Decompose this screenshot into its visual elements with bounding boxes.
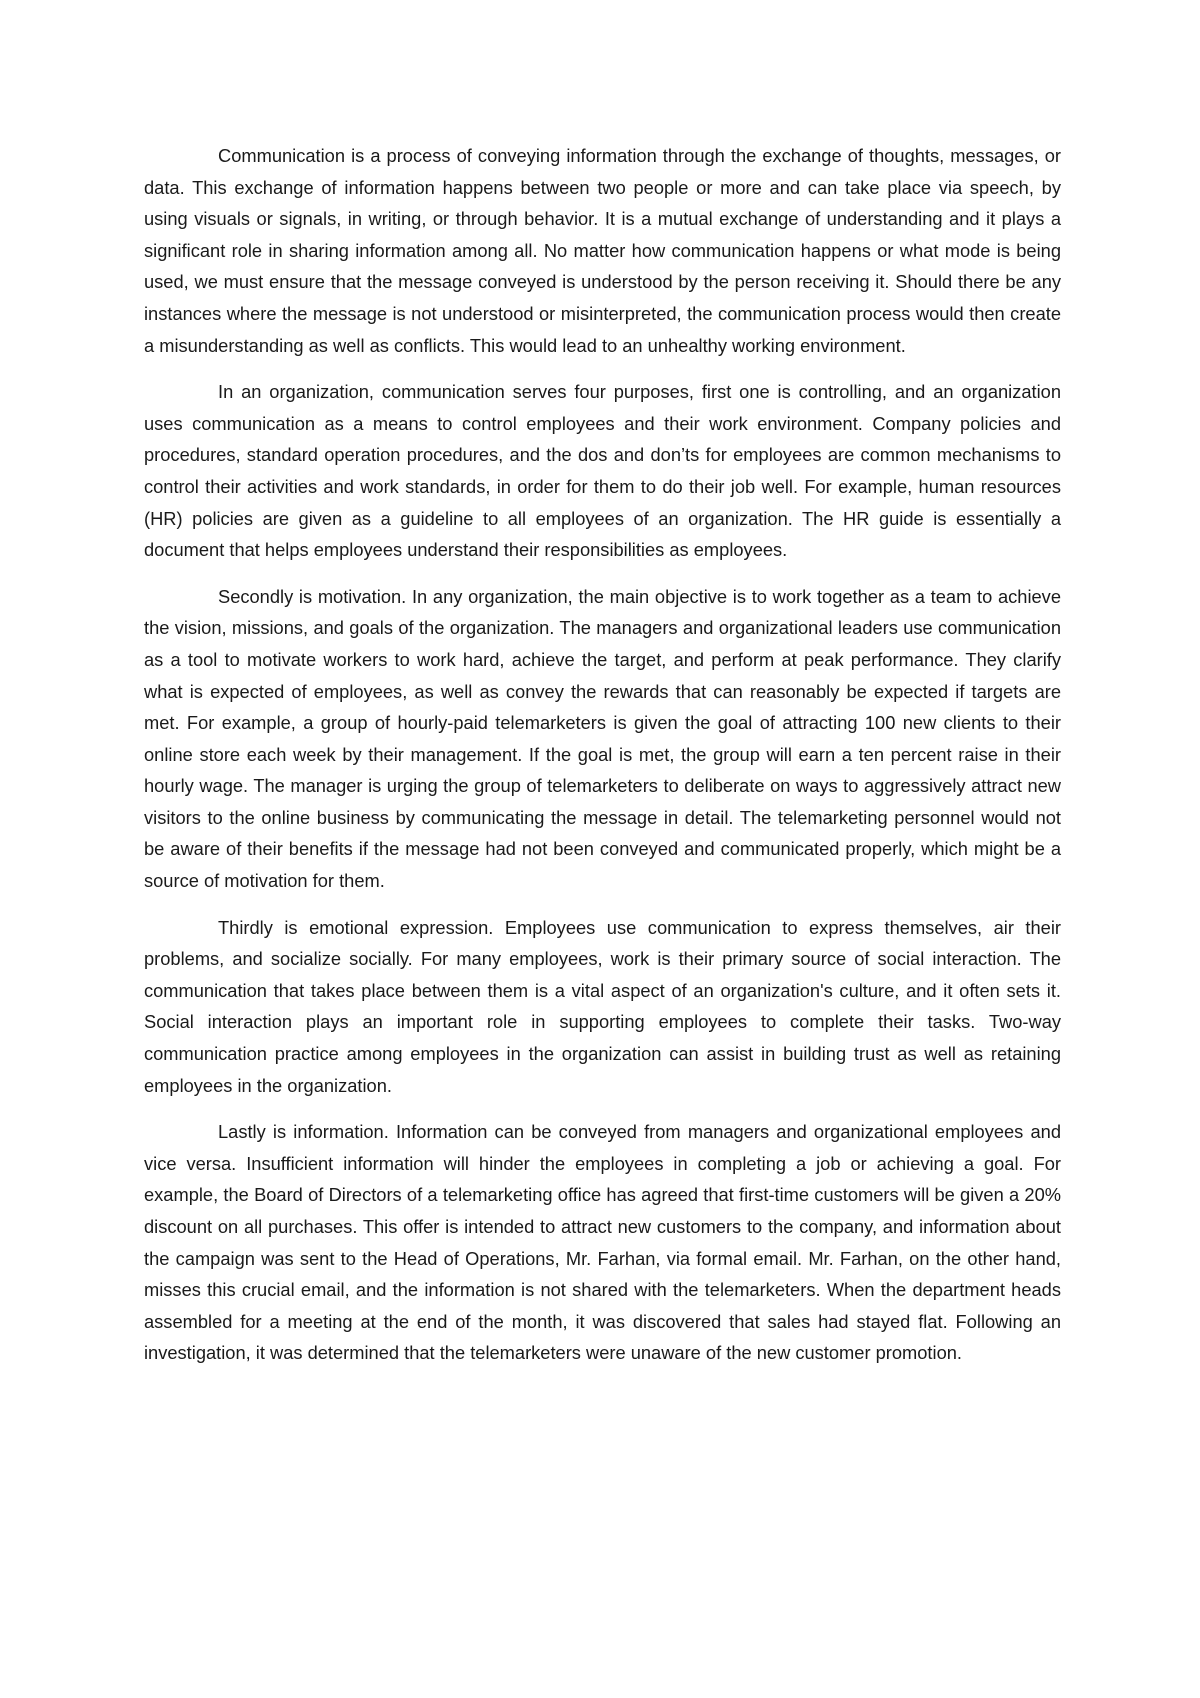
- paragraph-emotional-expression: Thirdly is emotional expression. Employees use communication to express themselves, air their problems, and socialize socially. For many employees, work is their primary source of social interaction. The communication that takes place between them is a vital aspect of an organization's culture, and it often sets it. Social interaction plays an important role in supporting employees to complete their tasks. Two-way communication practice among employees in the organization can assist in building trust as well as retaining employees in the organization.: [144, 916, 1061, 1096]
- document-page: [144, 140, 1061, 1384]
- paragraph-controlling: In an organization, communication serves four purposes, first one is controlling, and an organization uses communication as a means to control employees and their work environment. Company policies and procedures, standard operation procedures, and the dos and don’ts for employees are common mechanisms to control their activities and work standards, in order for them to do their job well. For example, human resources (HR) policies are given as a guideline to all employees of an organization. The HR guide is essentially a document that helps employees understand their responsibilities as employees.: [144, 381, 1061, 561]
- paragraph-motivation: Secondly is motivation. In any organization, the main objective is to work together as a team to achieve the vision, missions, and goals of the organization. The managers and organizational leaders use communication as a tool to motivate workers to work hard, achieve the target, and perform at peak performance. They clarify what is expected of employees, as well as convey the rewards that can reasonably be expected if targets are met. For example, a group of hourly-paid telemarketers is given the goal of attracting 100 new clients to their online store each week by their management. If the goal is met, the group will earn a ten percent raise in their hourly wage. The manager is urging the group of telemarketers to deliberate on ways to aggressively attract new visitors to the online business by communicating the message in detail. The telemarketing personnel would not be aware of their benefits if the message had not been conveyed and communicated properly, which might be a source of motivation for them.: [144, 585, 1061, 892]
- paragraph-definition: Communication is a process of conveying information through the exchange of thoughts, messages, or data. This exchange of information happens between two people or more and can take place via speech, by using visuals or signals, in writing, or through behavior. It is a mutual exchange of understanding and it plays a significant role in sharing information among all. No matter how communication happens or what mode is being used, we must ensure that the message conveyed is understood by the person receiving it. Should there be any instances where the message is not understood or misinterpreted, the communication process would then create a misunderstanding as well as conflicts. This would lead to an unhealthy working environment.: [144, 145, 1061, 356]
- paragraph-information: Lastly is information. Information can be conveyed from managers and organizational employees and vice versa. Insufficient information will hinder the employees in completing a job or achieving a goal. For example, the Board of Directors of a telemarketing office has agreed that first-time customers will be given a 20% discount on all purchases. This offer is intended to attract new customers to the company, and information about the campaign was sent to the Head of Operations, Mr. Farhan, via formal email. Mr. Farhan, on the other hand, misses this crucial email, and the information is not shared with the telemarketers. When the department heads assembled for a meeting at the end of the month, it was discovered that sales had stayed flat. Following an investigation, it was determined that the telemarketers were unaware of the new customer promotion.: [144, 1121, 1061, 1364]
